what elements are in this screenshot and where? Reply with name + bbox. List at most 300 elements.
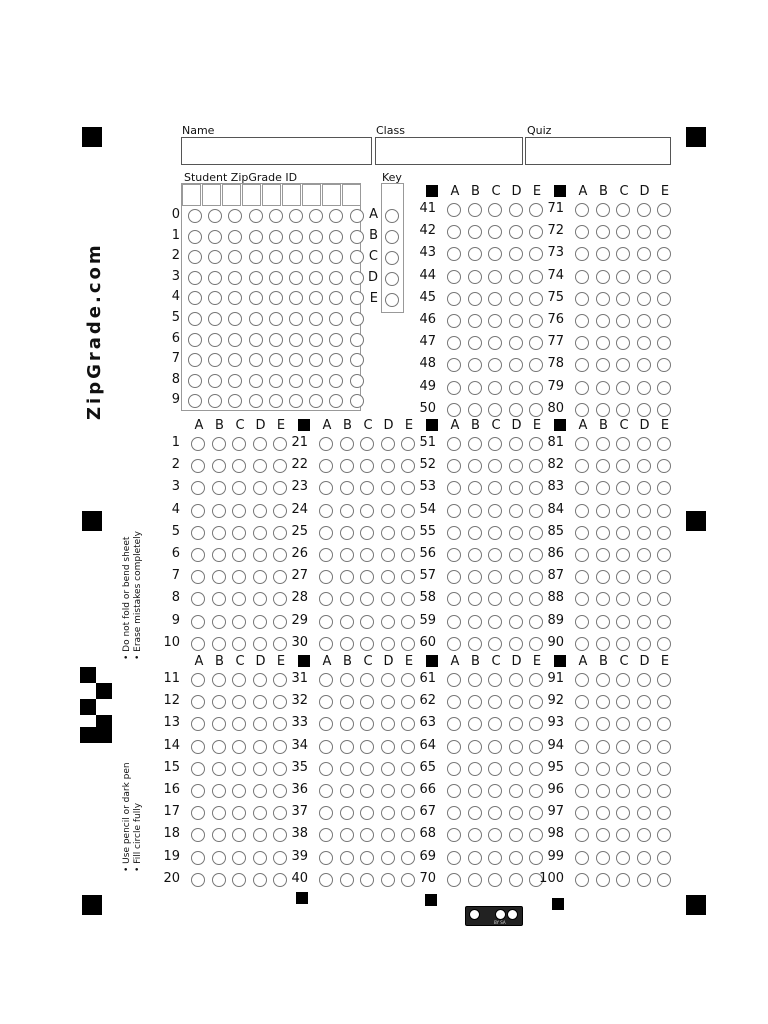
answer-bubble[interactable]	[360, 548, 374, 562]
answer-bubble[interactable]	[447, 403, 461, 417]
answer-bubble[interactable]	[212, 762, 226, 776]
answer-bubble[interactable]	[360, 615, 374, 629]
answer-bubble[interactable]	[468, 403, 482, 417]
answer-bubble[interactable]	[381, 481, 395, 495]
answer-bubble[interactable]	[488, 247, 502, 261]
answer-bubble[interactable]	[509, 592, 523, 606]
answer-bubble[interactable]	[191, 873, 205, 887]
answer-bubble[interactable]	[488, 851, 502, 865]
id-bubble[interactable]	[289, 209, 303, 223]
answer-bubble[interactable]	[381, 459, 395, 473]
id-bubble[interactable]	[228, 230, 242, 244]
answer-bubble[interactable]	[657, 740, 671, 754]
answer-bubble[interactable]	[381, 740, 395, 754]
answer-bubble[interactable]	[637, 292, 651, 306]
answer-bubble[interactable]	[381, 548, 395, 562]
answer-bubble[interactable]	[447, 873, 461, 887]
answer-bubble[interactable]	[360, 504, 374, 518]
answer-bubble[interactable]	[509, 762, 523, 776]
answer-bubble[interactable]	[212, 526, 226, 540]
answer-bubble[interactable]	[253, 762, 267, 776]
answer-bubble[interactable]	[596, 314, 610, 328]
answer-bubble[interactable]	[319, 762, 333, 776]
answer-bubble[interactable]	[468, 592, 482, 606]
id-digit-box[interactable]	[302, 184, 321, 206]
answer-bubble[interactable]	[319, 784, 333, 798]
answer-bubble[interactable]	[319, 695, 333, 709]
answer-bubble[interactable]	[253, 504, 267, 518]
answer-bubble[interactable]	[637, 851, 651, 865]
answer-bubble[interactable]	[253, 873, 267, 887]
answer-bubble[interactable]	[232, 504, 246, 518]
answer-bubble[interactable]	[657, 762, 671, 776]
id-bubble[interactable]	[188, 271, 202, 285]
answer-bubble[interactable]	[657, 851, 671, 865]
answer-bubble[interactable]	[319, 717, 333, 731]
answer-bubble[interactable]	[253, 437, 267, 451]
answer-bubble[interactable]	[468, 504, 482, 518]
answer-bubble[interactable]	[509, 314, 523, 328]
answer-bubble[interactable]	[616, 570, 630, 584]
answer-bubble[interactable]	[616, 270, 630, 284]
answer-bubble[interactable]	[509, 548, 523, 562]
answer-bubble[interactable]	[596, 504, 610, 518]
answer-bubble[interactable]	[232, 740, 246, 754]
id-bubble[interactable]	[350, 353, 364, 367]
answer-bubble[interactable]	[381, 437, 395, 451]
answer-bubble[interactable]	[232, 828, 246, 842]
id-bubble[interactable]	[249, 394, 263, 408]
answer-bubble[interactable]	[509, 673, 523, 687]
answer-bubble[interactable]	[657, 358, 671, 372]
answer-bubble[interactable]	[447, 381, 461, 395]
answer-bubble[interactable]	[488, 615, 502, 629]
answer-bubble[interactable]	[340, 828, 354, 842]
answer-bubble[interactable]	[253, 526, 267, 540]
answer-bubble[interactable]	[191, 784, 205, 798]
answer-bubble[interactable]	[488, 292, 502, 306]
answer-bubble[interactable]	[360, 806, 374, 820]
answer-bubble[interactable]	[253, 806, 267, 820]
answer-bubble[interactable]	[319, 806, 333, 820]
id-bubble[interactable]	[208, 230, 222, 244]
answer-bubble[interactable]	[657, 526, 671, 540]
answer-bubble[interactable]	[191, 504, 205, 518]
answer-bubble[interactable]	[637, 504, 651, 518]
answer-bubble[interactable]	[447, 695, 461, 709]
id-digit-box[interactable]	[342, 184, 361, 206]
answer-bubble[interactable]	[616, 784, 630, 798]
answer-bubble[interactable]	[340, 615, 354, 629]
answer-bubble[interactable]	[253, 481, 267, 495]
answer-bubble[interactable]	[468, 247, 482, 261]
answer-bubble[interactable]	[637, 784, 651, 798]
answer-bubble[interactable]	[637, 740, 651, 754]
id-bubble[interactable]	[350, 312, 364, 326]
answer-bubble[interactable]	[596, 637, 610, 651]
answer-bubble[interactable]	[253, 615, 267, 629]
answer-bubble[interactable]	[509, 358, 523, 372]
answer-bubble[interactable]	[488, 381, 502, 395]
answer-bubble[interactable]	[596, 225, 610, 239]
answer-bubble[interactable]	[253, 570, 267, 584]
answer-bubble[interactable]	[575, 336, 589, 350]
answer-bubble[interactable]	[488, 403, 502, 417]
answer-bubble[interactable]	[319, 615, 333, 629]
id-digit-box[interactable]	[282, 184, 301, 206]
answer-bubble[interactable]	[319, 548, 333, 562]
answer-bubble[interactable]	[575, 740, 589, 754]
answer-bubble[interactable]	[360, 459, 374, 473]
id-bubble[interactable]	[249, 271, 263, 285]
id-bubble[interactable]	[188, 312, 202, 326]
answer-bubble[interactable]	[468, 437, 482, 451]
answer-bubble[interactable]	[468, 481, 482, 495]
answer-bubble[interactable]	[575, 673, 589, 687]
answer-bubble[interactable]	[488, 526, 502, 540]
answer-bubble[interactable]	[253, 548, 267, 562]
answer-bubble[interactable]	[616, 336, 630, 350]
answer-bubble[interactable]	[212, 784, 226, 798]
answer-bubble[interactable]	[575, 437, 589, 451]
answer-bubble[interactable]	[509, 403, 523, 417]
answer-bubble[interactable]	[575, 526, 589, 540]
id-bubble[interactable]	[249, 333, 263, 347]
answer-bubble[interactable]	[596, 548, 610, 562]
answer-bubble[interactable]	[360, 481, 374, 495]
answer-bubble[interactable]	[381, 504, 395, 518]
answer-bubble[interactable]	[191, 851, 205, 865]
answer-bubble[interactable]	[468, 358, 482, 372]
answer-bubble[interactable]	[575, 873, 589, 887]
answer-bubble[interactable]	[596, 673, 610, 687]
answer-bubble[interactable]	[657, 403, 671, 417]
answer-bubble[interactable]	[657, 806, 671, 820]
answer-bubble[interactable]	[509, 225, 523, 239]
id-bubble[interactable]	[289, 271, 303, 285]
answer-bubble[interactable]	[212, 673, 226, 687]
answer-bubble[interactable]	[657, 481, 671, 495]
answer-bubble[interactable]	[447, 570, 461, 584]
answer-bubble[interactable]	[616, 717, 630, 731]
answer-bubble[interactable]	[596, 717, 610, 731]
id-bubble[interactable]	[269, 353, 283, 367]
answer-bubble[interactable]	[509, 851, 523, 865]
answer-bubble[interactable]	[381, 637, 395, 651]
id-bubble[interactable]	[329, 333, 343, 347]
answer-bubble[interactable]	[232, 851, 246, 865]
answer-bubble[interactable]	[468, 526, 482, 540]
answer-bubble[interactable]	[637, 570, 651, 584]
answer-bubble[interactable]	[509, 247, 523, 261]
id-bubble[interactable]	[249, 230, 263, 244]
answer-bubble[interactable]	[468, 225, 482, 239]
answer-bubble[interactable]	[596, 740, 610, 754]
answer-bubble[interactable]	[657, 437, 671, 451]
id-bubble[interactable]	[208, 374, 222, 388]
key-bubble[interactable]	[385, 293, 399, 307]
answer-bubble[interactable]	[360, 873, 374, 887]
answer-bubble[interactable]	[381, 570, 395, 584]
answer-bubble[interactable]	[468, 548, 482, 562]
answer-bubble[interactable]	[212, 740, 226, 754]
answer-bubble[interactable]	[212, 851, 226, 865]
answer-bubble[interactable]	[616, 592, 630, 606]
answer-bubble[interactable]	[616, 459, 630, 473]
answer-bubble[interactable]	[657, 828, 671, 842]
answer-bubble[interactable]	[447, 336, 461, 350]
key-bubble[interactable]	[385, 251, 399, 265]
answer-bubble[interactable]	[488, 762, 502, 776]
answer-bubble[interactable]	[488, 481, 502, 495]
answer-bubble[interactable]	[596, 592, 610, 606]
answer-bubble[interactable]	[232, 784, 246, 798]
answer-bubble[interactable]	[596, 270, 610, 284]
id-bubble[interactable]	[249, 250, 263, 264]
answer-bubble[interactable]	[616, 314, 630, 328]
answer-bubble[interactable]	[616, 292, 630, 306]
id-bubble[interactable]	[350, 333, 364, 347]
answer-bubble[interactable]	[509, 381, 523, 395]
answer-bubble[interactable]	[447, 784, 461, 798]
id-bubble[interactable]	[269, 250, 283, 264]
answer-bubble[interactable]	[575, 784, 589, 798]
answer-bubble[interactable]	[637, 673, 651, 687]
answer-bubble[interactable]	[468, 292, 482, 306]
answer-bubble[interactable]	[488, 225, 502, 239]
answer-bubble[interactable]	[447, 762, 461, 776]
answer-bubble[interactable]	[488, 314, 502, 328]
answer-bubble[interactable]	[488, 806, 502, 820]
answer-bubble[interactable]	[657, 873, 671, 887]
answer-bubble[interactable]	[509, 459, 523, 473]
answer-bubble[interactable]	[447, 526, 461, 540]
answer-bubble[interactable]	[232, 637, 246, 651]
answer-bubble[interactable]	[447, 358, 461, 372]
id-bubble[interactable]	[249, 312, 263, 326]
answer-bubble[interactable]	[616, 615, 630, 629]
answer-bubble[interactable]	[509, 695, 523, 709]
answer-bubble[interactable]	[657, 592, 671, 606]
id-bubble[interactable]	[309, 374, 323, 388]
answer-bubble[interactable]	[360, 695, 374, 709]
answer-bubble[interactable]	[616, 203, 630, 217]
answer-bubble[interactable]	[509, 504, 523, 518]
answer-bubble[interactable]	[360, 851, 374, 865]
id-digit-box[interactable]	[242, 184, 261, 206]
answer-bubble[interactable]	[381, 806, 395, 820]
id-digit-box[interactable]	[202, 184, 221, 206]
answer-bubble[interactable]	[596, 437, 610, 451]
key-bubble[interactable]	[385, 209, 399, 223]
answer-bubble[interactable]	[616, 695, 630, 709]
answer-bubble[interactable]	[381, 592, 395, 606]
answer-bubble[interactable]	[319, 481, 333, 495]
class-field[interactable]	[375, 137, 523, 165]
answer-bubble[interactable]	[575, 481, 589, 495]
answer-bubble[interactable]	[212, 548, 226, 562]
id-bubble[interactable]	[309, 271, 323, 285]
answer-bubble[interactable]	[468, 717, 482, 731]
id-bubble[interactable]	[329, 230, 343, 244]
answer-bubble[interactable]	[381, 717, 395, 731]
answer-bubble[interactable]	[575, 225, 589, 239]
answer-bubble[interactable]	[616, 828, 630, 842]
answer-bubble[interactable]	[381, 526, 395, 540]
answer-bubble[interactable]	[637, 381, 651, 395]
answer-bubble[interactable]	[468, 615, 482, 629]
answer-bubble[interactable]	[253, 717, 267, 731]
answer-bubble[interactable]	[468, 873, 482, 887]
answer-bubble[interactable]	[657, 695, 671, 709]
answer-bubble[interactable]	[616, 481, 630, 495]
id-bubble[interactable]	[188, 209, 202, 223]
answer-bubble[interactable]	[657, 292, 671, 306]
answer-bubble[interactable]	[657, 637, 671, 651]
answer-bubble[interactable]	[596, 695, 610, 709]
answer-bubble[interactable]	[637, 358, 651, 372]
answer-bubble[interactable]	[468, 784, 482, 798]
answer-bubble[interactable]	[488, 570, 502, 584]
answer-bubble[interactable]	[596, 358, 610, 372]
id-bubble[interactable]	[269, 374, 283, 388]
answer-bubble[interactable]	[253, 740, 267, 754]
answer-bubble[interactable]	[191, 459, 205, 473]
answer-bubble[interactable]	[340, 695, 354, 709]
answer-bubble[interactable]	[191, 570, 205, 584]
answer-bubble[interactable]	[191, 637, 205, 651]
answer-bubble[interactable]	[509, 828, 523, 842]
answer-bubble[interactable]	[637, 437, 651, 451]
answer-bubble[interactable]	[232, 592, 246, 606]
answer-bubble[interactable]	[596, 526, 610, 540]
answer-bubble[interactable]	[657, 548, 671, 562]
answer-bubble[interactable]	[468, 270, 482, 284]
answer-bubble[interactable]	[340, 851, 354, 865]
id-bubble[interactable]	[249, 209, 263, 223]
answer-bubble[interactable]	[381, 828, 395, 842]
id-bubble[interactable]	[289, 333, 303, 347]
id-bubble[interactable]	[269, 271, 283, 285]
id-bubble[interactable]	[188, 333, 202, 347]
answer-bubble[interactable]	[212, 615, 226, 629]
answer-bubble[interactable]	[488, 828, 502, 842]
id-bubble[interactable]	[289, 230, 303, 244]
answer-bubble[interactable]	[191, 828, 205, 842]
answer-bubble[interactable]	[637, 548, 651, 562]
answer-bubble[interactable]	[657, 459, 671, 473]
answer-bubble[interactable]	[637, 459, 651, 473]
answer-bubble[interactable]	[488, 784, 502, 798]
answer-bubble[interactable]	[468, 381, 482, 395]
id-bubble[interactable]	[249, 291, 263, 305]
answer-bubble[interactable]	[232, 717, 246, 731]
answer-bubble[interactable]	[509, 203, 523, 217]
answer-bubble[interactable]	[596, 828, 610, 842]
answer-bubble[interactable]	[596, 851, 610, 865]
answer-bubble[interactable]	[232, 570, 246, 584]
answer-bubble[interactable]	[447, 437, 461, 451]
answer-bubble[interactable]	[447, 504, 461, 518]
id-bubble[interactable]	[309, 333, 323, 347]
id-bubble[interactable]	[249, 374, 263, 388]
answer-bubble[interactable]	[191, 437, 205, 451]
key-bubble[interactable]	[385, 230, 399, 244]
answer-bubble[interactable]	[447, 481, 461, 495]
answer-bubble[interactable]	[232, 762, 246, 776]
answer-bubble[interactable]	[191, 548, 205, 562]
answer-bubble[interactable]	[360, 592, 374, 606]
answer-bubble[interactable]	[447, 851, 461, 865]
answer-bubble[interactable]	[319, 592, 333, 606]
answer-bubble[interactable]	[575, 828, 589, 842]
answer-bubble[interactable]	[191, 526, 205, 540]
answer-bubble[interactable]	[488, 637, 502, 651]
answer-bubble[interactable]	[319, 740, 333, 754]
answer-bubble[interactable]	[340, 459, 354, 473]
answer-bubble[interactable]	[616, 851, 630, 865]
answer-bubble[interactable]	[447, 225, 461, 239]
answer-bubble[interactable]	[488, 548, 502, 562]
answer-bubble[interactable]	[596, 459, 610, 473]
answer-bubble[interactable]	[488, 504, 502, 518]
answer-bubble[interactable]	[616, 673, 630, 687]
answer-bubble[interactable]	[468, 637, 482, 651]
answer-bubble[interactable]	[575, 504, 589, 518]
answer-bubble[interactable]	[340, 504, 354, 518]
answer-bubble[interactable]	[381, 851, 395, 865]
answer-bubble[interactable]	[637, 314, 651, 328]
id-digit-box[interactable]	[322, 184, 341, 206]
answer-bubble[interactable]	[340, 637, 354, 651]
answer-bubble[interactable]	[191, 695, 205, 709]
answer-bubble[interactable]	[637, 717, 651, 731]
answer-bubble[interactable]	[657, 203, 671, 217]
answer-bubble[interactable]	[575, 292, 589, 306]
answer-bubble[interactable]	[509, 270, 523, 284]
answer-bubble[interactable]	[509, 806, 523, 820]
answer-bubble[interactable]	[657, 673, 671, 687]
answer-bubble[interactable]	[637, 225, 651, 239]
answer-bubble[interactable]	[596, 762, 610, 776]
answer-bubble[interactable]	[468, 336, 482, 350]
id-bubble[interactable]	[188, 374, 202, 388]
answer-bubble[interactable]	[575, 247, 589, 261]
answer-bubble[interactable]	[232, 673, 246, 687]
answer-bubble[interactable]	[657, 270, 671, 284]
answer-bubble[interactable]	[360, 740, 374, 754]
answer-bubble[interactable]	[191, 481, 205, 495]
answer-bubble[interactable]	[616, 504, 630, 518]
answer-bubble[interactable]	[319, 437, 333, 451]
answer-bubble[interactable]	[468, 740, 482, 754]
answer-bubble[interactable]	[616, 548, 630, 562]
id-bubble[interactable]	[208, 271, 222, 285]
answer-bubble[interactable]	[360, 437, 374, 451]
answer-bubble[interactable]	[232, 526, 246, 540]
answer-bubble[interactable]	[468, 673, 482, 687]
answer-bubble[interactable]	[253, 459, 267, 473]
answer-bubble[interactable]	[212, 637, 226, 651]
answer-bubble[interactable]	[212, 695, 226, 709]
answer-bubble[interactable]	[616, 740, 630, 754]
answer-bubble[interactable]	[253, 851, 267, 865]
answer-bubble[interactable]	[340, 873, 354, 887]
answer-bubble[interactable]	[637, 762, 651, 776]
answer-bubble[interactable]	[575, 203, 589, 217]
answer-bubble[interactable]	[657, 225, 671, 239]
answer-bubble[interactable]	[596, 381, 610, 395]
